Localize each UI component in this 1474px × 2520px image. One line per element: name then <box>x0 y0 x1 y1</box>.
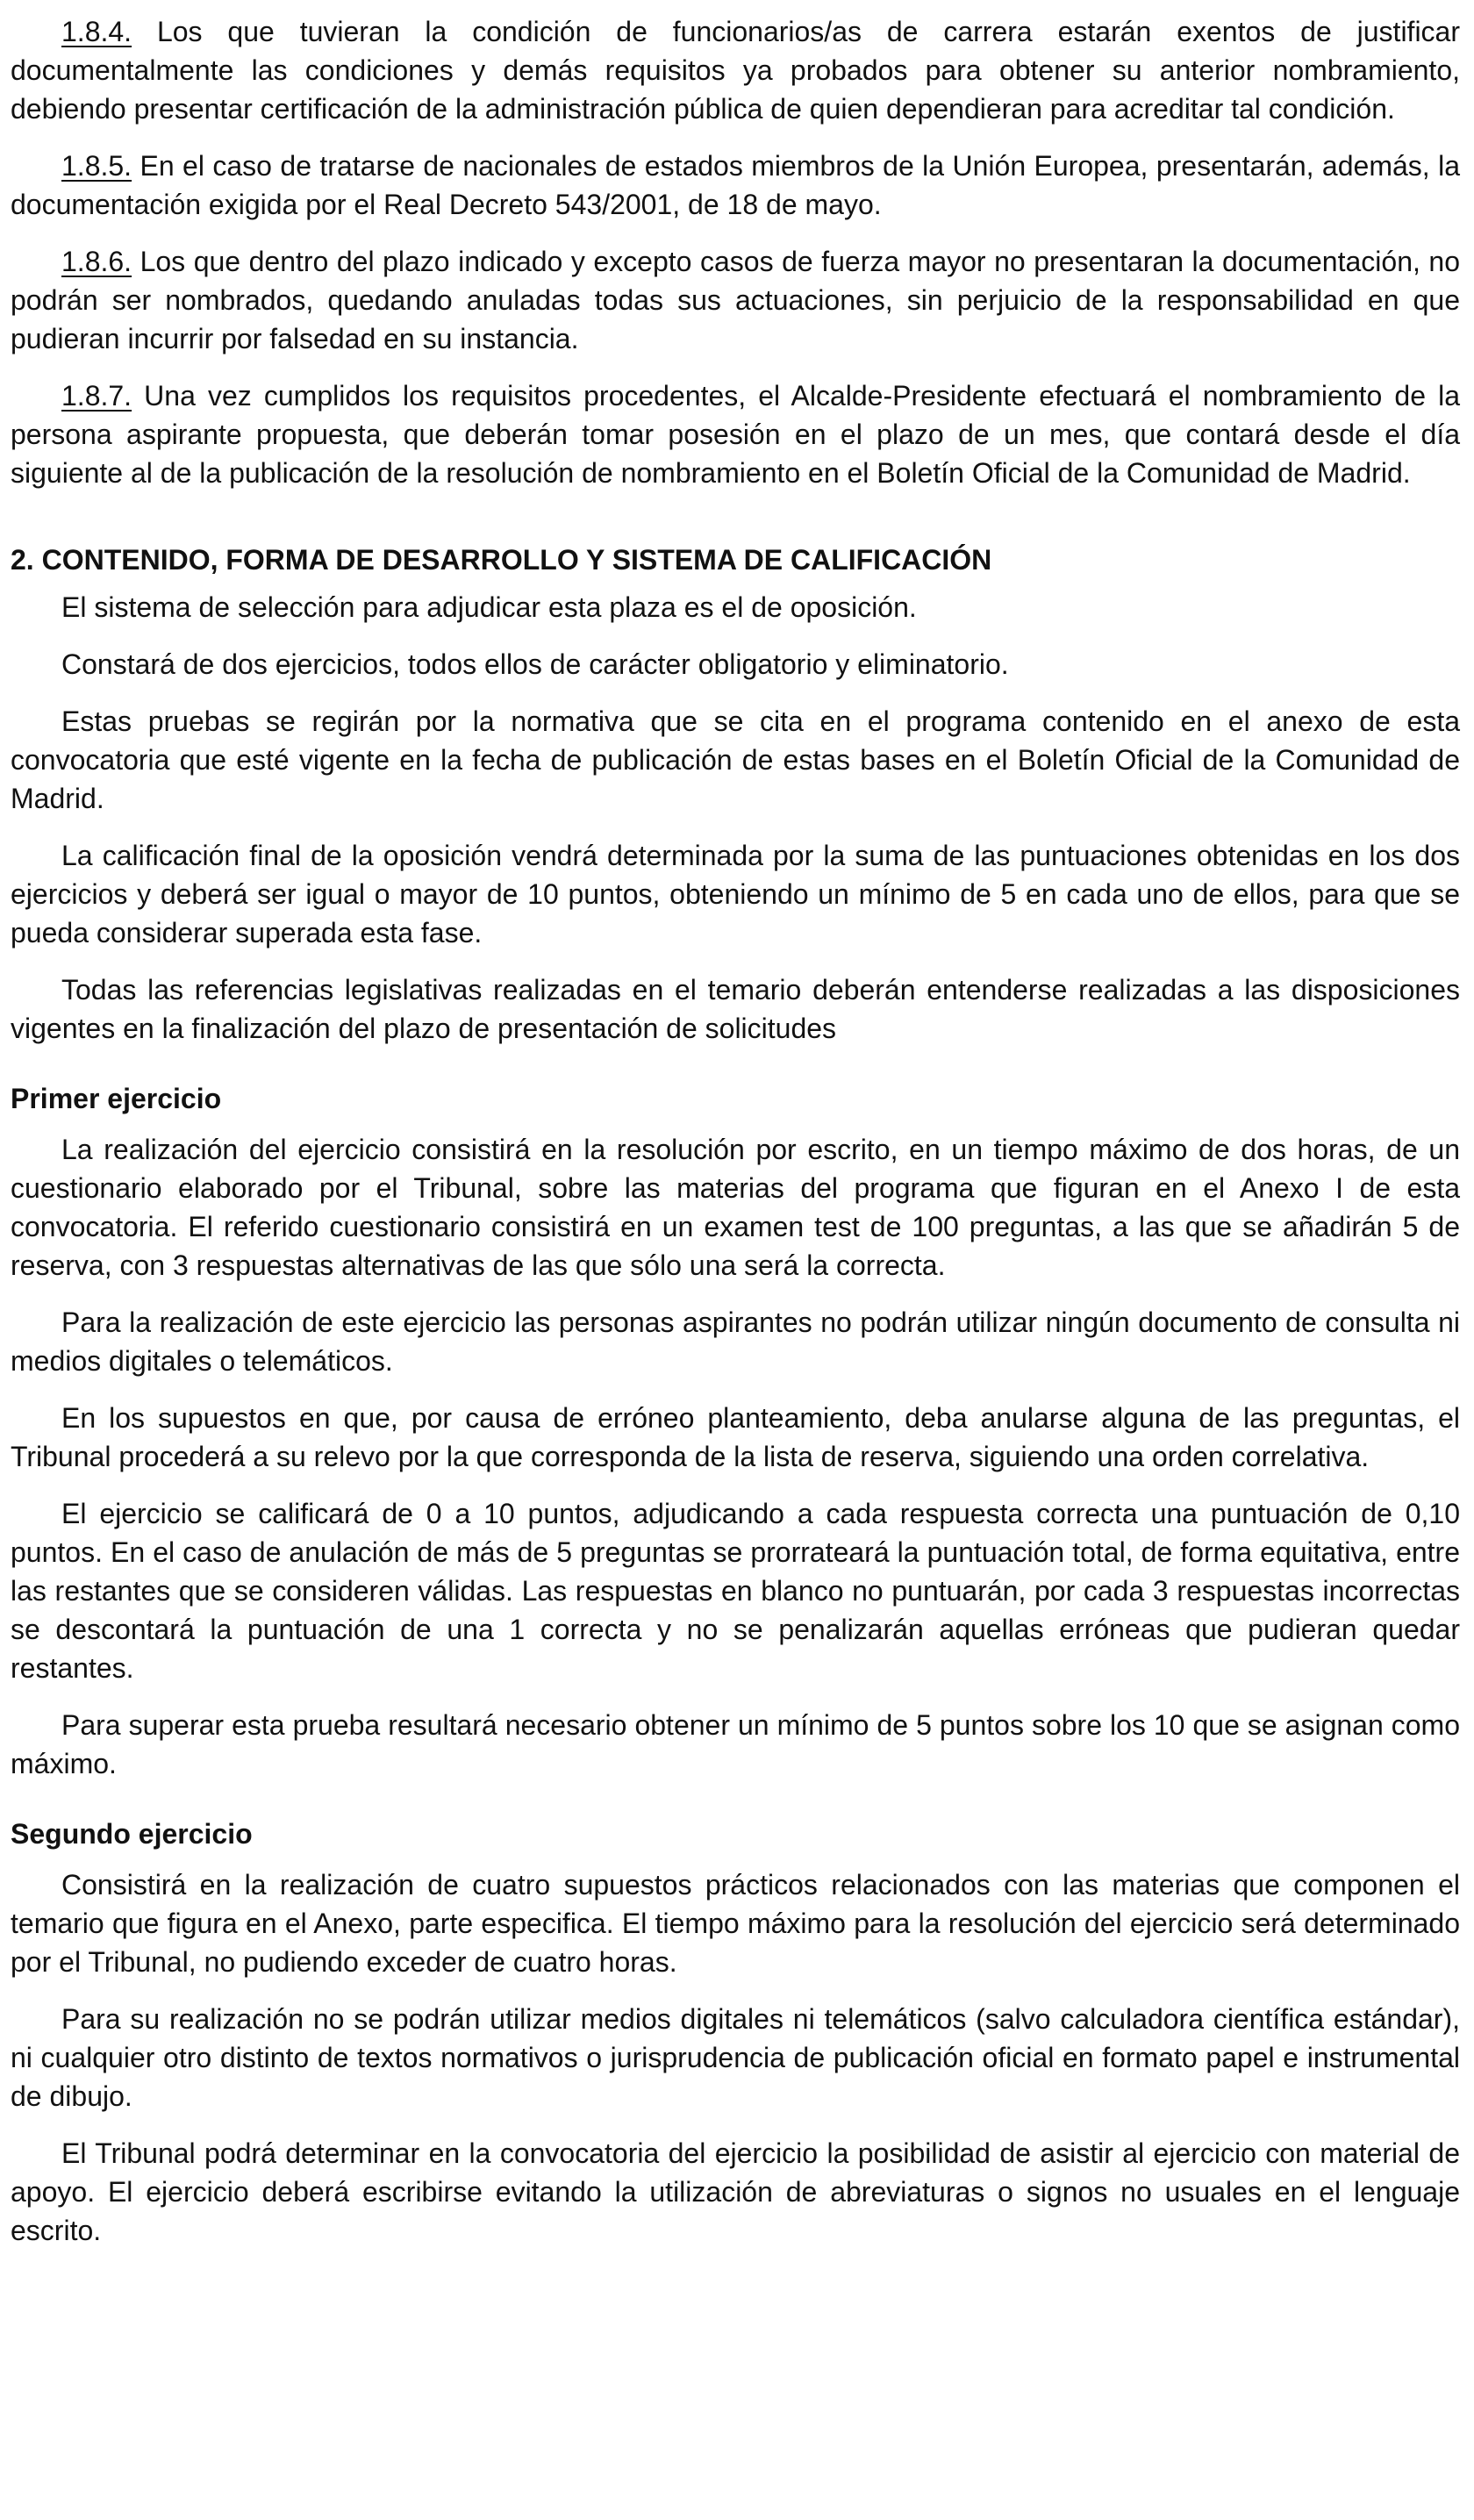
clause-text: Una vez cumplidos los requisitos procedentes, el Alcalde-Presidente efectuará el nombramiento de la persona aspirante propuesta, que deberán tomar posesión en el plazo de un mes, que contará desde el día siguiente al de la publicación de la resolución de nombramiento en el Boletín Oficial de la Comunidad de Madrid. <box>11 380 1460 489</box>
clause-text: En el caso de tratarse de nacionales de estados miembros de la Unión Europea, presentarán, además, la documentación exigida por el Real Decreto 543/2001, de 18 de mayo. <box>11 150 1460 220</box>
section-2-paragraph: La calificación final de la oposición vendrá determinada por la suma de las puntuaciones obtenidas en los dos ejercicios y deberá ser igual o mayor de 10 puntos, obteniendo un mínimo de 5 en cada uno de ellos, para que se pueda considerar superada esta fase. <box>11 840 1460 949</box>
clause-number: 1.8.5. <box>61 150 132 182</box>
segundo-ejercicio-paragraph: Consistirá en la realización de cuatro supuestos prácticos relacionados con las materias que componen el temario que figura en el Anexo, parte especifica. El tiempo máximo para la resolución del ejercicio será determinado por el Tribunal, no pudiendo exceder de cuatro horas. <box>11 1869 1460 1978</box>
section-2-heading: 2. CONTENIDO, FORMA DE DESARROLLO Y SISTEMA DE CALIFICACIÓN <box>11 544 992 576</box>
document-page <box>11 12 1460 2268</box>
segundo-ejercicio-paragraph: El Tribunal podrá determinar en la convocatoria del ejercicio la posibilidad de asistir al ejercicio con material de apoyo. El ejercicio deberá escribirse evitando la utilización de abreviaturas o signos no usuales en el lenguaje escrito. <box>11 2137 1460 2246</box>
section-2-paragraph: Constará de dos ejercicios, todos ellos de carácter obligatorio y eliminatorio. <box>61 648 1009 680</box>
primer-ejercicio-paragraph: El ejercicio se calificará de 0 a 10 puntos, adjudicando a cada respuesta correcta una puntuación de 0,10 puntos. En el caso de anulación de más de 5 preguntas se prorrateará la puntuación total, de forma equitativa, entre las restantes que se consideren válidas. Las respuestas en blanco no puntuarán, por cada 3 respuestas incorrectas se descontará la puntuación de una 1 correcta y no se penalizarán aquellas erróneas que pudieran quedar restantes. <box>11 1498 1460 1684</box>
section-2-paragraph: Todas las referencias legislativas realizadas en el temario deberán entenderse realizadas a las disposiciones vigentes en la finalización del plazo de presentación de solicitudes <box>11 974 1460 1044</box>
section-2-paragraph: Estas pruebas se regirán por la normativa que se cita en el programa contenido en el anexo de esta convocatoria que esté vigente en la fecha de publicación de estas bases en el Boletín Oficial de la Comunidad de Madrid. <box>11 705 1460 814</box>
segundo-ejercicio-heading: Segundo ejercicio <box>11 1818 253 1850</box>
primer-ejercicio-heading: Primer ejercicio <box>11 1083 222 1114</box>
primer-ejercicio-paragraph: Para superar esta prueba resultará necesario obtener un mínimo de 5 puntos sobre los 10 que se asignan como máximo. <box>11 1709 1460 1779</box>
paragraph-1-8-5 <box>11 147 1460 224</box>
segundo-ejercicio-paragraph: Para su realización no se podrán utilizar medios digitales ni telemáticos (salvo calculadora científica estándar), ni cualquier otro distinto de textos normativos o jurisprudencia de publicación oficial en formato papel e instrumental de dibujo. <box>11 2003 1460 2112</box>
clause-number: 1.8.4. <box>61 16 132 47</box>
clause-number: 1.8.6. <box>61 246 132 277</box>
paragraph-1-8-7 <box>11 376 1460 492</box>
primer-ejercicio-paragraph: La realización del ejercicio consistirá en la resolución por escrito, en un tiempo máximo de dos horas, de un cuestionario elaborado por el Tribunal, sobre las materias del programa que figuran en el Anexo I de esta convocatoria. El referido cuestionario consistirá en un examen test de 100 preguntas, a las que se añadirán 5 de reserva, con 3 respuestas alternativas de las que sólo una será la correcta. <box>11 1134 1460 1281</box>
paragraph-1-8-6 <box>11 242 1460 358</box>
primer-ejercicio-paragraph: En los supuestos en que, por causa de erróneo planteamiento, deba anularse alguna de las preguntas, el Tribunal procederá a su relevo por la que corresponda de la lista de reserva, siguiendo una orden correlativa. <box>11 1402 1460 1472</box>
paragraph-1-8-4 <box>11 12 1460 128</box>
clause-number: 1.8.7. <box>61 380 132 412</box>
clause-text: Los que dentro del plazo indicado y excepto casos de fuerza mayor no presentaran la documentación, no podrán ser nombrados, quedando anuladas todas sus actuaciones, sin perjuicio de la responsabilidad en que pudieran incurrir por falsedad en su instancia. <box>11 246 1460 354</box>
section-2-paragraph: El sistema de selección para adjudicar esta plaza es el de oposición. <box>61 591 917 623</box>
primer-ejercicio-paragraph: Para la realización de este ejercicio las personas aspirantes no podrán utilizar ningún documento de consulta ni medios digitales o telemáticos. <box>11 1307 1460 1377</box>
clause-text: Los que tuvieran la condición de funcionarios/as de carrera estarán exentos de justificar documentalmente las condiciones y demás requisitos ya probados para obtener su anterior nombramiento, debiendo presentar certificación de la administración pública de quien dependieran para acreditar tal condición. <box>11 16 1460 125</box>
